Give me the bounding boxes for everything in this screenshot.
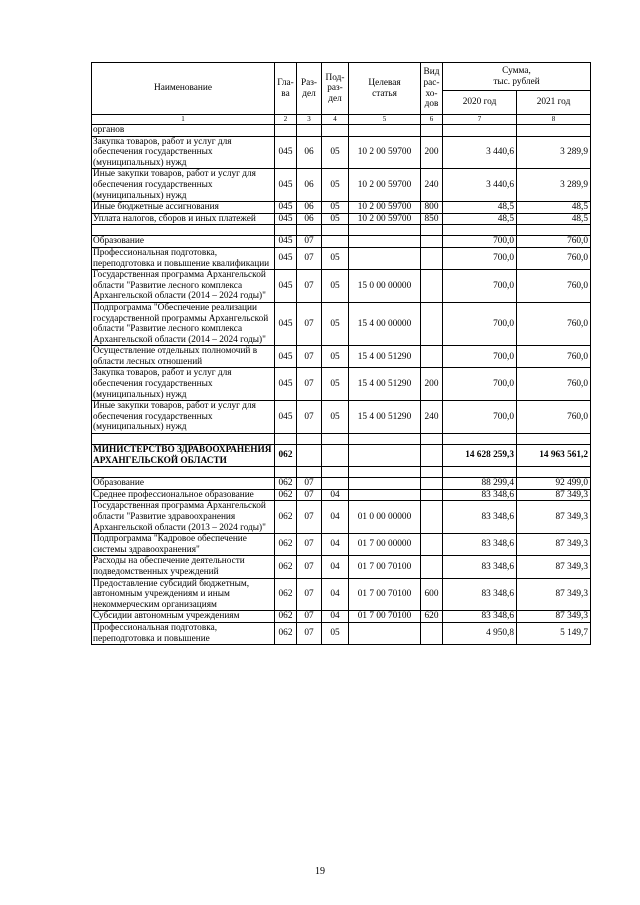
cell-vid [421,247,443,269]
cell-vid [421,534,443,556]
table-row [92,556,591,578]
cell-article: 01 0 00 00000 [349,501,421,534]
cell-v2: 87 349,3 [517,556,591,578]
cell-podrazdel: 05 [322,401,349,434]
cell-name: Профессиональная подготовка, переподготовка и повышение квалификации [92,247,275,269]
cell-v1: 3 440,6 [443,136,517,169]
table-row [92,236,591,248]
cell-glava [275,225,297,236]
cell-v2: 48,5 [517,213,591,225]
cell-v2: 760,0 [517,302,591,345]
cell-podrazdel: 05 [322,368,349,401]
table-row [92,611,591,623]
cell-name [92,467,275,478]
cell-name: Расходы на обеспечение деятельности подведомственных учреждений [92,556,275,578]
cell-razdel: 07 [297,247,322,269]
cell-podrazdel: 04 [322,489,349,501]
cell-razdel: 07 [297,270,322,303]
cell-razdel: 07 [297,401,322,434]
cell-name: Закупка товаров, работ и услуг для обеспечения государственных (муниципальных) нужд [92,368,275,401]
cell-name: Профессиональная подготовка, переподготовка и повышение [92,622,275,644]
table-row [92,169,591,202]
cell-v2 [517,125,591,137]
cell-v1: 4 950,8 [443,622,517,644]
cell-razdel [297,467,322,478]
col-number: 6 [421,115,443,125]
cell-podrazdel: 05 [322,213,349,225]
table-row [92,434,591,445]
cell-vid [421,225,443,236]
cell-vid [421,236,443,248]
col-number: 8 [517,115,591,125]
cell-podrazdel: 04 [322,556,349,578]
cell-article: 01 7 00 70100 [349,556,421,578]
cell-podrazdel [322,434,349,445]
cell-v2 [517,225,591,236]
cell-podrazdel: 05 [322,136,349,169]
cell-v2: 760,0 [517,236,591,248]
cell-glava: 045 [275,302,297,345]
cell-vid: 600 [421,578,443,611]
cell-vid [421,346,443,368]
cell-v1: 700,0 [443,401,517,434]
cell-podrazdel: 04 [322,578,349,611]
cell-razdel: 07 [297,489,322,501]
cell-podrazdel: 05 [322,270,349,303]
cell-article [349,622,421,644]
cell-article [349,489,421,501]
cell-glava: 062 [275,478,297,490]
cell-razdel [297,434,322,445]
header-year-2020: 2020 год [443,91,517,115]
cell-name: Образование [92,478,275,490]
cell-vid: 200 [421,368,443,401]
cell-podrazdel: 05 [322,302,349,345]
cell-vid [421,501,443,534]
cell-podrazdel: 05 [322,346,349,368]
cell-name: Уплата налогов, сборов и иных платежей [92,213,275,225]
cell-name: Иные бюджетные ассигнования [92,202,275,214]
cell-article: 15 0 00 00000 [349,270,421,303]
cell-razdel [297,125,322,137]
cell-article [349,434,421,445]
header-razdel: Раз- дел [297,63,322,115]
cell-v2: 14 963 561,2 [517,445,591,467]
cell-v1: 700,0 [443,302,517,345]
cell-v1: 3 440,6 [443,169,517,202]
cell-glava: 062 [275,534,297,556]
cell-v1: 700,0 [443,247,517,269]
cell-v2 [517,434,591,445]
budget-table [91,62,591,645]
table-row [92,401,591,434]
cell-razdel: 07 [297,368,322,401]
cell-name: Предоставление субсидий бюджетным, автономным учреждениям и иным некоммерческим организациям [92,578,275,611]
col-number: 7 [443,115,517,125]
cell-podrazdel: 05 [322,622,349,644]
table-row [92,225,591,236]
cell-article: 15 4 00 00000 [349,302,421,345]
header-article: Целевая статья [349,63,421,115]
cell-glava: 062 [275,622,297,644]
cell-v2: 760,0 [517,270,591,303]
cell-article: 10 2 00 59700 [349,213,421,225]
cell-glava: 062 [275,445,297,467]
cell-v2: 87 349,3 [517,501,591,534]
cell-v1 [443,467,517,478]
cell-glava [275,434,297,445]
cell-v1 [443,225,517,236]
table-row [92,247,591,269]
cell-vid: 620 [421,611,443,623]
cell-razdel: 07 [297,302,322,345]
header-year-2021: 2021 год [517,91,591,115]
cell-glava: 062 [275,501,297,534]
cell-glava: 045 [275,169,297,202]
page-number: 19 [315,866,325,877]
cell-v2: 87 349,3 [517,578,591,611]
cell-article [349,467,421,478]
col-number: 1 [92,115,275,125]
table-row [92,478,591,490]
cell-article [349,125,421,137]
cell-v1: 700,0 [443,236,517,248]
table-row [92,501,591,534]
table-row [92,489,591,501]
cell-razdel: 07 [297,236,322,248]
table-row [92,346,591,368]
cell-v2: 760,0 [517,401,591,434]
cell-name: Закупка товаров, работ и услуг для обеспечения государственных (муниципальных) нужд [92,136,275,169]
cell-razdel: 06 [297,213,322,225]
cell-razdel: 07 [297,346,322,368]
cell-glava: 045 [275,346,297,368]
cell-v2: 87 349,3 [517,611,591,623]
cell-razdel: 06 [297,169,322,202]
cell-v1: 700,0 [443,368,517,401]
cell-podrazdel: 05 [322,247,349,269]
cell-razdel: 07 [297,534,322,556]
table-row [92,136,591,169]
cell-name: Среднее профессиональное образование [92,489,275,501]
cell-article: 15 4 00 51290 [349,368,421,401]
cell-name: Иные закупки товаров, работ и услуг для обеспечения государственных (муниципальных) нужд [92,169,275,202]
cell-name: Подпрограмма "Обеспечение реализации государственной программы Архангельской области "Развитие лесного комплекса Архангельской области (2014 – 2024 годы)" [92,302,275,345]
cell-v2: 760,0 [517,368,591,401]
cell-article [349,478,421,490]
cell-podrazdel [322,236,349,248]
header-name: Наименование [92,63,275,115]
cell-v1 [443,125,517,137]
cell-article: 01 7 00 70100 [349,611,421,623]
cell-article: 10 2 00 59700 [349,202,421,214]
cell-v1: 83 348,6 [443,611,517,623]
table-row [92,534,591,556]
cell-v1: 700,0 [443,270,517,303]
cell-podrazdel: 04 [322,534,349,556]
cell-article [349,236,421,248]
cell-v1: 88 299,4 [443,478,517,490]
cell-vid [421,478,443,490]
cell-vid: 200 [421,136,443,169]
cell-razdel: 06 [297,136,322,169]
table-row [92,467,591,478]
cell-name: Государственная программа Архангельской области "Развитие лесного комплекса Архангельской области (2014 – 2024 годы)" [92,270,275,303]
cell-article [349,225,421,236]
cell-razdel: 07 [297,578,322,611]
cell-article: 15 4 00 51290 [349,346,421,368]
cell-podrazdel [322,125,349,137]
cell-v2: 48,5 [517,202,591,214]
header-glava: Гла- ва [275,63,297,115]
cell-vid [421,556,443,578]
cell-vid [421,270,443,303]
cell-podrazdel: 05 [322,169,349,202]
cell-v1: 83 348,6 [443,489,517,501]
cell-vid [421,434,443,445]
cell-v2 [517,467,591,478]
cell-razdel: 07 [297,622,322,644]
cell-razdel: 07 [297,478,322,490]
col-number: 3 [297,115,322,125]
cell-v1: 83 348,6 [443,501,517,534]
cell-name [92,225,275,236]
cell-razdel: 07 [297,556,322,578]
cell-razdel: 07 [297,611,322,623]
cell-glava: 045 [275,202,297,214]
cell-glava [275,125,297,137]
table-row [92,445,591,467]
cell-article: 01 7 00 70100 [349,578,421,611]
cell-v1: 83 348,6 [443,534,517,556]
cell-v2: 92 499,0 [517,478,591,490]
cell-razdel [297,225,322,236]
cell-v1 [443,434,517,445]
table-row [92,202,591,214]
cell-article: 15 4 00 51290 [349,401,421,434]
cell-v1: 48,5 [443,213,517,225]
cell-podrazdel [322,478,349,490]
cell-glava: 045 [275,136,297,169]
cell-vid: 850 [421,213,443,225]
cell-vid: 240 [421,401,443,434]
table-row [92,213,591,225]
cell-podrazdel: 05 [322,202,349,214]
cell-v1: 83 348,6 [443,578,517,611]
cell-glava: 045 [275,401,297,434]
table-row [92,578,591,611]
cell-vid: 240 [421,169,443,202]
cell-v2: 87 349,3 [517,534,591,556]
cell-v2: 87 349,3 [517,489,591,501]
table-row [92,270,591,303]
cell-podrazdel: 04 [322,501,349,534]
cell-vid [421,302,443,345]
cell-podrazdel [322,467,349,478]
cell-vid [421,622,443,644]
cell-v1: 48,5 [443,202,517,214]
cell-name: Иные закупки товаров, работ и услуг для обеспечения государственных (муниципальных) нужд [92,401,275,434]
cell-v1: 700,0 [443,346,517,368]
cell-podrazdel: 04 [322,611,349,623]
table-row [92,125,591,137]
cell-razdel: 06 [297,202,322,214]
cell-article: 10 2 00 59700 [349,136,421,169]
table-row [92,622,591,644]
cell-v1: 14 628 259,3 [443,445,517,467]
table-row [92,368,591,401]
cell-glava: 062 [275,611,297,623]
cell-glava [275,467,297,478]
cell-razdel [297,445,322,467]
cell-name: Подпрограмма "Кадровое обеспечение системы здравоохранения" [92,534,275,556]
cell-name: Государственная программа Архангельской области "Развитие здравоохранения Архангельской области (2013 – 2024 годы)" [92,501,275,534]
header-podrazdel: Под- раз- дел [322,63,349,115]
cell-vid [421,125,443,137]
header-sum: Сумма, тыс. рублей [443,63,591,91]
cell-v1: 83 348,6 [443,556,517,578]
cell-article [349,247,421,269]
cell-razdel: 07 [297,501,322,534]
cell-vid [421,445,443,467]
cell-article [349,445,421,467]
cell-podrazdel [322,445,349,467]
cell-glava: 062 [275,489,297,501]
cell-vid [421,489,443,501]
col-number: 4 [322,115,349,125]
cell-article: 01 7 00 00000 [349,534,421,556]
cell-name [92,434,275,445]
cell-glava: 045 [275,270,297,303]
cell-glava: 062 [275,578,297,611]
cell-v2: 760,0 [517,247,591,269]
cell-vid [421,467,443,478]
header-vid: Вид рас- хо- дов [421,63,443,115]
cell-name: Субсидии автономным учреждениям [92,611,275,623]
cell-name: Осуществление отдельных полномочий в области лесных отношений [92,346,275,368]
cell-glava: 045 [275,247,297,269]
cell-glava: 045 [275,368,297,401]
col-number: 2 [275,115,297,125]
cell-v2: 5 149,7 [517,622,591,644]
col-number: 5 [349,115,421,125]
cell-v2: 3 289,9 [517,169,591,202]
cell-podrazdel [322,225,349,236]
cell-v2: 760,0 [517,346,591,368]
cell-article: 10 2 00 59700 [349,169,421,202]
cell-glava: 045 [275,213,297,225]
cell-name: органов [92,125,275,137]
cell-glava: 045 [275,236,297,248]
cell-glava: 062 [275,556,297,578]
cell-v2: 3 289,9 [517,136,591,169]
cell-name: МИНИСТЕРСТВО ЗДРАВООХРАНЕНИЯ АРХАНГЕЛЬСКОЙ ОБЛАСТИ [92,445,275,467]
cell-vid: 800 [421,202,443,214]
cell-name: Образование [92,236,275,248]
table-row [92,302,591,345]
